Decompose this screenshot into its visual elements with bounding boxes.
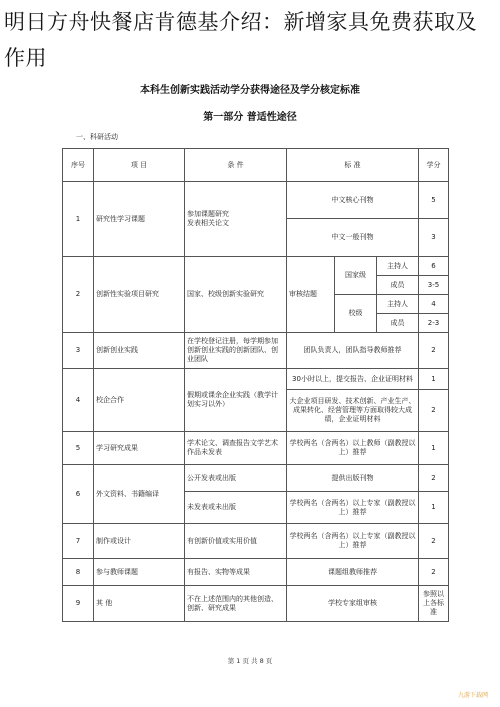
row-credit: 2 — [419, 333, 449, 369]
row-credit: 1 — [419, 369, 449, 390]
row-standard: 团队负责人，团队指导教师推荐 — [287, 333, 419, 369]
row-no: 8 — [63, 559, 94, 586]
row-standard: 学校两名（含两名）以上教师（副教授以上）推荐 — [287, 432, 419, 465]
row-condition: 在学校登记注册，每学期参加创新创业实践的创新团队、创业团队 — [185, 333, 287, 369]
row-no: 7 — [63, 524, 94, 559]
row-credit: 参照以上各标准 — [419, 586, 449, 622]
header-credit: 学分 — [419, 149, 449, 182]
row-no: 2 — [63, 257, 94, 333]
section-label: 一、科研活动 — [76, 133, 118, 141]
row-credit: 3-5 — [419, 276, 449, 295]
row-no: 6 — [63, 465, 94, 524]
row-review: 审核结题 — [287, 257, 335, 333]
row-credit: 1 — [419, 432, 449, 465]
row-condition: 假期或课余企业实践（教学计划实习以外） — [185, 369, 287, 432]
row-credit: 2 — [419, 559, 449, 586]
header-standard: 标 准 — [287, 149, 419, 182]
row-no: 3 — [63, 333, 94, 369]
article-headline: 明日方舟快餐店肯德基介绍：新增家具免费获取及作用 — [4, 10, 477, 70]
table-row — [63, 432, 449, 465]
row-condition: 不在上述范围内的其他创造、创新、研究成果 — [185, 586, 287, 622]
row-credit: 2 — [419, 524, 449, 559]
table-row — [63, 465, 449, 492]
table-row — [63, 524, 449, 559]
row-item: 制作或设计 — [94, 524, 185, 559]
row-no: 4 — [63, 369, 94, 432]
row-item: 校企合作 — [94, 369, 185, 432]
table-header-row — [63, 149, 449, 182]
row-no: 1 — [63, 182, 94, 257]
row-item: 创新性实验项目研究 — [94, 257, 185, 333]
row-standard: 中文核心刊物 — [287, 182, 419, 219]
row-condition: 有创新价值或实用价值 — [185, 524, 287, 559]
row-standard: 中文一般刊物 — [287, 219, 419, 257]
row-credit: 2 — [419, 465, 449, 492]
table-row — [63, 333, 449, 369]
row-no: 5 — [63, 432, 94, 465]
row-role-host: 主持人 — [377, 295, 419, 314]
row-condition: 有报告、实物等成果 — [185, 559, 287, 586]
row-condition: 国家、校级创新实验研究 — [185, 257, 287, 333]
row-credit: 2 — [419, 390, 449, 432]
row-standard: 30小时以上，提交报告、企业证明材料 — [287, 369, 419, 390]
row-standard: 大企业项目研发、技术创新、产业生产、成果转化、经营管理等方面取得较大成绩，企业证明材料 — [287, 390, 419, 432]
row-standard: 课题组教师推荐 — [287, 559, 419, 586]
document-title: 本科生创新实践活动学分获得途径及学分核定标准 — [140, 85, 360, 96]
row-role-member: 成员 — [377, 314, 419, 333]
header-item: 项 目 — [94, 149, 185, 182]
header-no: 序号 — [63, 149, 94, 182]
row-condition: 参加课题研究 发表相关论文 — [185, 182, 287, 257]
row-level-school: 校级 — [335, 295, 377, 333]
table-row — [63, 559, 449, 586]
row-no: 9 — [63, 586, 94, 622]
row-credit: 4 — [419, 295, 449, 314]
credit-standards-table — [62, 148, 449, 622]
table-row — [63, 257, 449, 276]
row-credit: 2-3 — [419, 314, 449, 333]
row-condition: 公开发表或出版 — [185, 465, 287, 492]
table-row — [63, 182, 449, 219]
row-standard: 学校两名（含两名）以上专家（副教授以上）推荐 — [287, 524, 419, 559]
row-standard: 提供出版刊物 — [287, 465, 419, 492]
row-item: 其 他 — [94, 586, 185, 622]
table-row — [63, 369, 449, 390]
watermark-logo: 九游下载网 — [457, 692, 488, 699]
page-number: 第 1 页 共 8 页 — [227, 657, 273, 665]
row-item: 参与教师课题 — [94, 559, 185, 586]
row-condition: 学术论文、调查报告文学艺术作品未发表 — [185, 432, 287, 465]
row-standard: 学校两名（含两名）以上专家（副教授以上）推荐 — [287, 492, 419, 524]
row-credit: 3 — [419, 219, 449, 257]
table-row — [63, 586, 449, 622]
row-item: 研究性学习课题 — [94, 182, 185, 257]
row-credit: 5 — [419, 182, 449, 219]
header-condition: 条 件 — [185, 149, 287, 182]
row-item: 学习研究成果 — [94, 432, 185, 465]
row-credit: 1 — [419, 492, 449, 524]
row-item: 创新创业实践 — [94, 333, 185, 369]
document-subtitle: 第一部分 普适性途径 — [203, 112, 297, 123]
row-level-national: 国家级 — [335, 257, 377, 295]
row-item: 外文资料、书籍编译 — [94, 465, 185, 524]
row-standard: 学校专家组审核 — [287, 586, 419, 622]
row-credit: 6 — [419, 257, 449, 276]
row-role-member: 成员 — [377, 276, 419, 295]
row-role-host: 主持人 — [377, 257, 419, 276]
row-condition: 未发表或未出版 — [185, 492, 287, 524]
